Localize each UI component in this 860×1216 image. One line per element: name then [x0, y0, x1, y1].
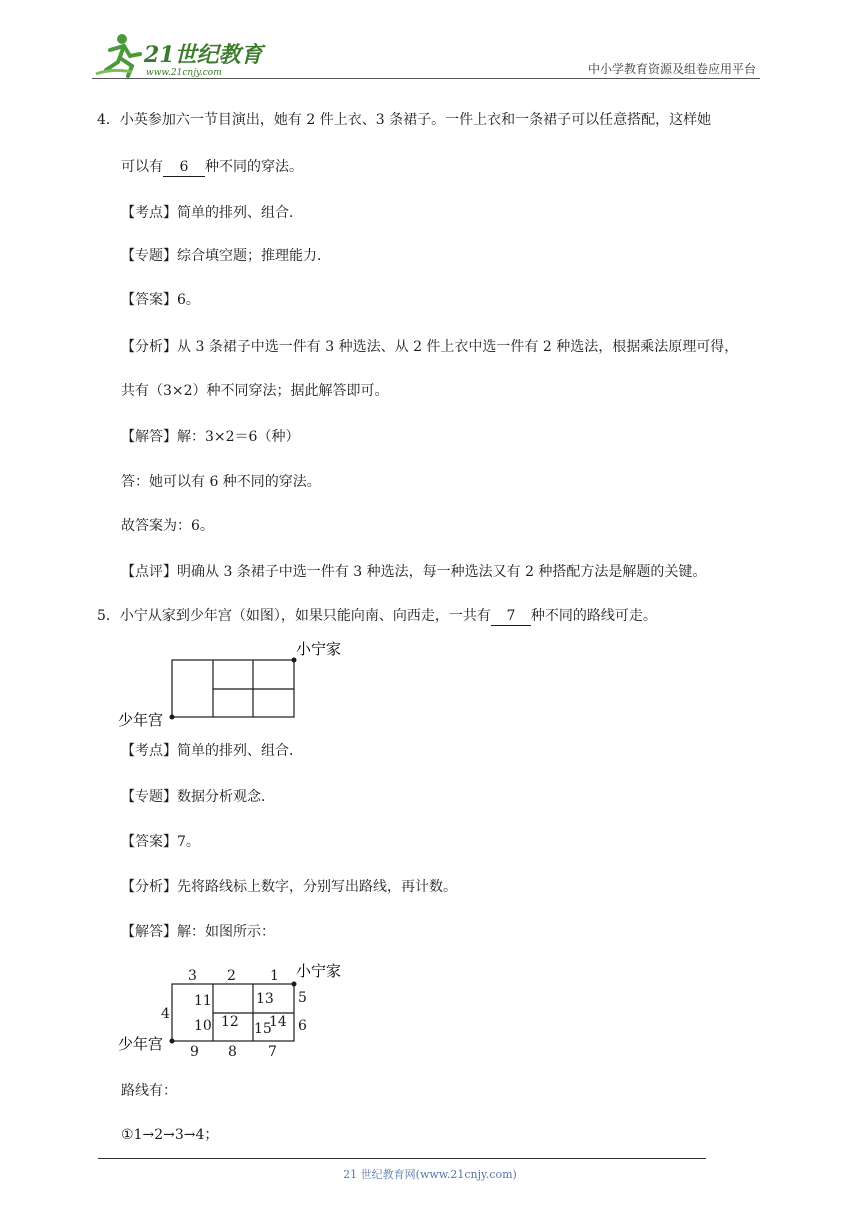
palace-label-2: 少年宫 — [118, 1035, 164, 1053]
segment-label-5: 5 — [298, 990, 307, 1006]
q5-fenxi: 【分析】先将路线标上数字，分别写出路线，再计数。 — [121, 879, 457, 895]
q5-line1-post: 种不同的路线可走。 — [530, 608, 657, 624]
footer-link[interactable]: 21 世纪教育网(www.21cnjy.com) — [343, 1168, 517, 1181]
q5-zhuanti: 【专题】数据分析观念． — [121, 789, 275, 805]
q4-question-line1: 4．小英参加六一节目演出，她有 2 件上衣、3 条裙子。一件上衣和一条裙子可以任意搭配，这样她 — [97, 112, 712, 128]
segment-label-13: 13 — [256, 991, 274, 1007]
route-1-text: 1→2→3→4； — [133, 1127, 219, 1143]
header-divider — [92, 78, 760, 79]
logo-text: 21世纪教育 — [144, 42, 263, 68]
q4-line2-post: 种不同的穿法。 — [205, 159, 303, 175]
q4-fenxi-line1: 【分析】从 3 条裙子中选一件有 3 种选法、从 2 件上衣中选一件有 2 种选法，根据乘法原理可得， — [121, 339, 739, 355]
q4-kaodian: 【考点】简单的排列、组合． — [121, 205, 303, 221]
route-marker: ① — [121, 1127, 134, 1143]
home-label: 小宁家 — [296, 640, 342, 658]
grid-figure — [110, 632, 370, 732]
q4-question-line2 — [121, 157, 303, 177]
segment-label-2: 2 — [227, 968, 236, 984]
footer-divider — [98, 1158, 706, 1159]
segment-label-1: 1 — [270, 968, 279, 984]
q4-fenxi-line2: 共有（3×2）种不同穿法；据此解答即可。 — [121, 383, 389, 399]
grid-lines — [172, 660, 294, 717]
segment-label-3: 3 — [188, 968, 197, 984]
labeled-grid-lines — [172, 984, 294, 1041]
segment-label-8: 8 — [228, 1044, 237, 1060]
segment-label-11: 11 — [194, 993, 212, 1009]
q4-dianping: 【点评】明确从 3 条裙子中选一件有 3 种选法，每一种选法又有 2 种搭配方法是解题的关键。 — [121, 564, 707, 580]
q5-question-line1 — [97, 606, 657, 626]
q5-routes-title: 路线有： — [121, 1083, 177, 1099]
q4-jieda: 【解答】解：3×2＝6（种） — [121, 429, 300, 445]
q4-answer-blank: 6 — [163, 159, 205, 177]
segment-label-6: 6 — [298, 1018, 307, 1034]
q4-daan: 【答案】6。 — [121, 292, 200, 308]
segment-label-4: 4 — [161, 1006, 170, 1022]
q5-line1-pre: 5．小宁从家到少年宫（如图），如果只能向南、向西走，一共有 — [97, 608, 491, 624]
labeled-grid-figure — [110, 958, 370, 1066]
palace-dot — [170, 715, 175, 720]
home-dot-2 — [292, 982, 297, 987]
q5-kaodian: 【考点】简单的排列、组合． — [121, 743, 303, 759]
segment-label-14: 14 — [269, 1014, 287, 1030]
q4-zhuanti: 【专题】综合填空题；推理能力． — [121, 248, 331, 264]
q4-line2-pre: 可以有 — [121, 159, 163, 175]
q4-da: 答：她可以有 6 种不同的穿法。 — [121, 474, 321, 490]
palace-label: 少年宫 — [118, 711, 164, 729]
q4-gu: 故答案为：6。 — [121, 518, 214, 534]
home-label-2: 小宁家 — [296, 962, 342, 980]
palace-dot-2 — [170, 1039, 175, 1044]
q5-jieda: 【解答】解：如图所示： — [121, 924, 275, 940]
q5-answer-blank: 7 — [491, 608, 531, 626]
segment-label-15: 15 — [254, 1021, 272, 1037]
platform-name: 中小学教育资源及组卷应用平台 — [587, 62, 756, 76]
segment-label-12: 12 — [221, 1014, 239, 1030]
segment-label-7: 7 — [268, 1044, 277, 1060]
segment-label-9: 9 — [190, 1044, 199, 1060]
q5-daan: 【答案】7。 — [121, 834, 200, 850]
q5-route-1 — [121, 1125, 218, 1145]
segment-label-10: 10 — [194, 1018, 212, 1034]
home-dot — [292, 658, 297, 663]
logo-url: www.21cnjy.com — [146, 68, 222, 78]
